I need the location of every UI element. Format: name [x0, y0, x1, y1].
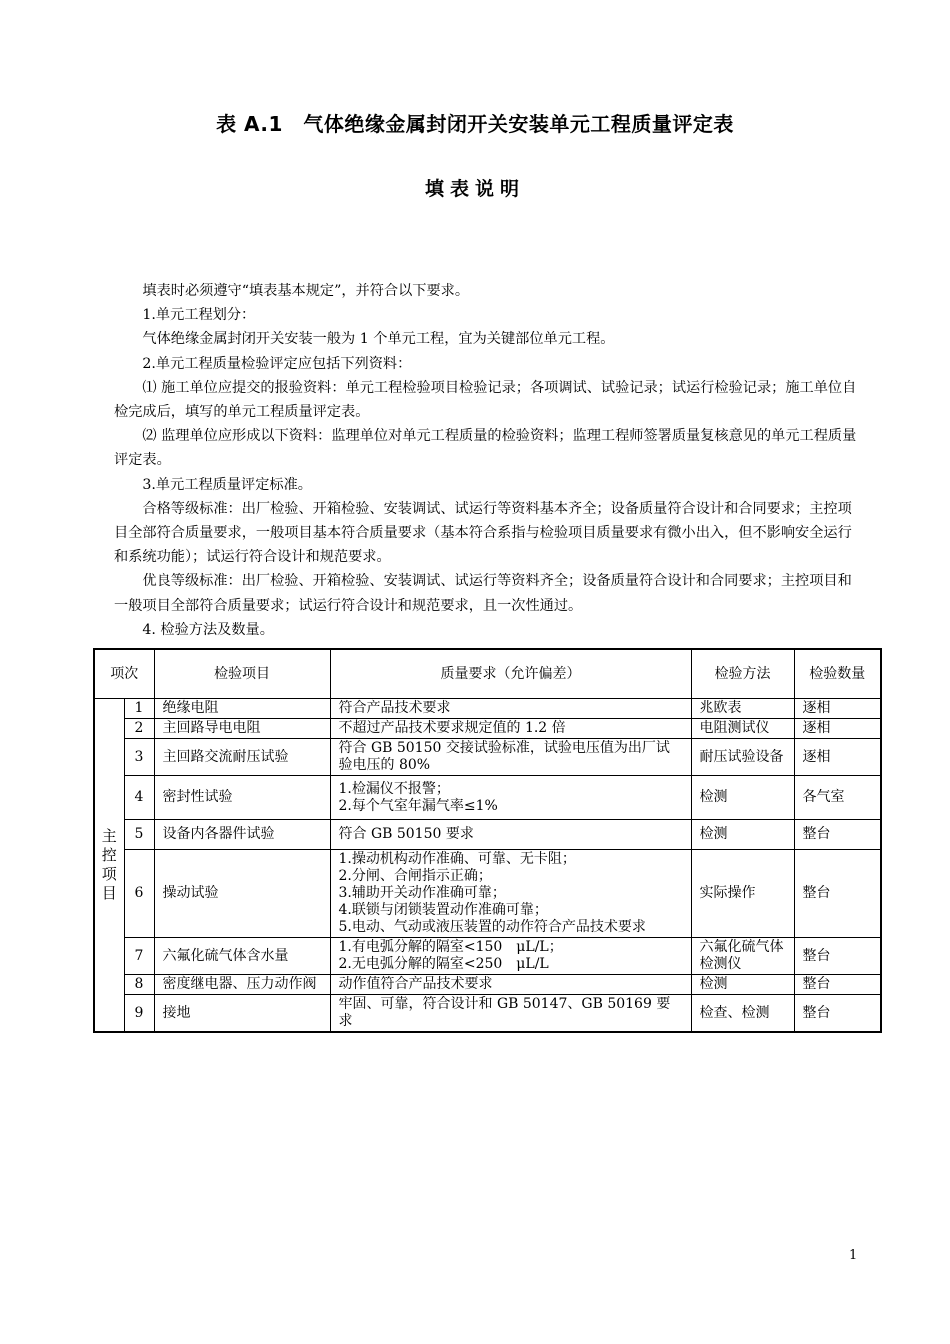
row-requirement: 1.检漏仪不报警； 2.每个气室年漏气率≤1% — [330, 776, 691, 820]
row-method: 检测 — [691, 776, 794, 820]
row-item: 绝缘电阻 — [154, 699, 330, 719]
row-requirement: 牢固、可靠，符合设计和 GB 50147、GB 50169 要求 — [330, 995, 691, 1033]
row-method: 耐压试验设备 — [691, 739, 794, 776]
row-requirement: 不超过产品技术要求规定值的 1.2 倍 — [330, 719, 691, 739]
row-number: 7 — [124, 938, 154, 975]
row-number: 3 — [124, 739, 154, 776]
row-quantity: 整台 — [794, 820, 881, 850]
instructions-text — [114, 279, 862, 642]
row-number: 4 — [124, 776, 154, 820]
row-number: 9 — [124, 995, 154, 1033]
header-item-no: 项次 — [94, 649, 154, 699]
row-method: 兆欧表 — [691, 699, 794, 719]
paragraph: 合格等级标准：出厂检验、开箱检验、安装调试、试运行等资料基本齐全；设备质量符合设计和合同要求；主控项目全部符合质量要求，一般项目基本符合质量要求（基本符合系指与检验项目质量要求有微小出入，但不影响安全运行和系统功能）；试运行符合设计和规范要求。 — [114, 500, 852, 566]
paragraph: 气体绝缘金属封闭开关安装一般为 1 个单元工程，宜为关键部位单元工程。 — [142, 331, 615, 348]
row-method: 实际操作 — [691, 850, 794, 938]
document-subtitle: 填表说明 — [424, 178, 525, 200]
paragraph: 2.单元工程质量检验评定应包括下列资料： — [142, 355, 412, 372]
paragraph: 优良等级标准：出厂检验、开箱检验、安装调试、试运行等资料齐全；设备质量符合设计和合同要求；主控项目和一般项目全部符合质量要求；试运行符合设计和规范要求，且一次性通过。 — [114, 573, 852, 614]
row-requirement: 符合产品技术要求 — [330, 699, 691, 719]
row-item: 主回路导电电阻 — [154, 719, 330, 739]
row-quantity: 各气室 — [794, 776, 881, 820]
table-row — [94, 699, 881, 719]
row-number: 8 — [124, 975, 154, 995]
category-label: 主控项目 — [101, 827, 117, 902]
row-method: 检测 — [691, 975, 794, 995]
row-item: 接地 — [154, 995, 330, 1033]
row-quantity: 整台 — [794, 938, 881, 975]
row-item: 密封性试验 — [154, 776, 330, 820]
row-number: 1 — [124, 699, 154, 719]
table-row — [94, 739, 881, 776]
paragraph: ⑵ 监理单位应形成以下资料：监理单位对单元工程质量的检验资料；监理工程师签署质量复核意见的单元工程质量评定表。 — [114, 428, 857, 469]
row-requirement: 1.有电弧分解的隔室<150 μL/L； 2.无电弧分解的隔室<250 μL/L — [330, 938, 691, 975]
table-row — [94, 850, 881, 938]
table-row — [94, 995, 881, 1033]
inspection-table — [93, 648, 882, 1033]
document-title: 表 A.1 气体绝缘金属封闭开关安装单元工程质量评定表 — [216, 112, 734, 136]
row-requirement: 1.操动机构动作准确、可靠、无卡阻； 2.分闸、合闸指示正确； 3.辅助开关动作准确可靠； 4.联锁与闭锁装置动作准确可靠； 5.电动、气动或液压装置的动作符合产品技术要求 — [330, 850, 691, 938]
paragraph: 填表时必须遵守“填表基本规定”，并符合以下要求。 — [142, 283, 470, 299]
table-row — [94, 776, 881, 820]
row-item: 六氟化硫气体含水量 — [154, 938, 330, 975]
row-requirement: 符合 GB 50150 要求 — [330, 820, 691, 850]
row-quantity: 整台 — [794, 850, 881, 938]
table-row — [94, 938, 881, 975]
row-number: 6 — [124, 850, 154, 938]
row-method: 检测 — [691, 820, 794, 850]
row-item: 操动试验 — [154, 850, 330, 938]
header-requirement: 质量要求（允许偏差） — [330, 649, 691, 699]
row-requirement: 动作值符合产品技术要求 — [330, 975, 691, 995]
table-row — [94, 820, 881, 850]
table-row — [94, 719, 881, 739]
paragraph: 1.单元工程划分： — [142, 307, 256, 324]
row-item: 设备内各器件试验 — [154, 820, 330, 850]
row-requirement: 符合 GB 50150 交接试验标准，试验电压值为出厂试验电压的 80% — [330, 739, 691, 776]
row-number: 2 — [124, 719, 154, 739]
paragraph: 4. 检验方法及数量。 — [142, 621, 274, 638]
header-quantity: 检验数量 — [794, 649, 881, 699]
category-cell — [94, 699, 124, 1033]
row-quantity: 整台 — [794, 995, 881, 1033]
row-item: 密度继电器、压力动作阀 — [154, 975, 330, 995]
table-header-row — [94, 649, 881, 699]
paragraph: ⑴ 施工单位应提交的报验资料：单元工程检验项目检验记录；各项调试、试验记录；试运行检验记录；施工单位自检完成后，填写的单元工程质量评定表。 — [114, 379, 857, 421]
page-number: 1 — [849, 1248, 858, 1263]
row-quantity: 逐相 — [794, 739, 881, 776]
row-item: 主回路交流耐压试验 — [154, 739, 330, 776]
row-method: 六氟化硫气体检测仪 — [691, 938, 794, 975]
table-row — [94, 975, 881, 995]
row-number: 5 — [124, 820, 154, 850]
paragraph: 3.单元工程质量评定标准。 — [142, 476, 312, 493]
header-item: 检验项目 — [154, 649, 330, 699]
row-quantity: 逐相 — [794, 699, 881, 719]
row-method: 检查、检测 — [691, 995, 794, 1033]
row-method: 电阻测试仪 — [691, 719, 794, 739]
header-method: 检验方法 — [691, 649, 794, 699]
row-quantity: 逐相 — [794, 719, 881, 739]
row-quantity: 整台 — [794, 975, 881, 995]
